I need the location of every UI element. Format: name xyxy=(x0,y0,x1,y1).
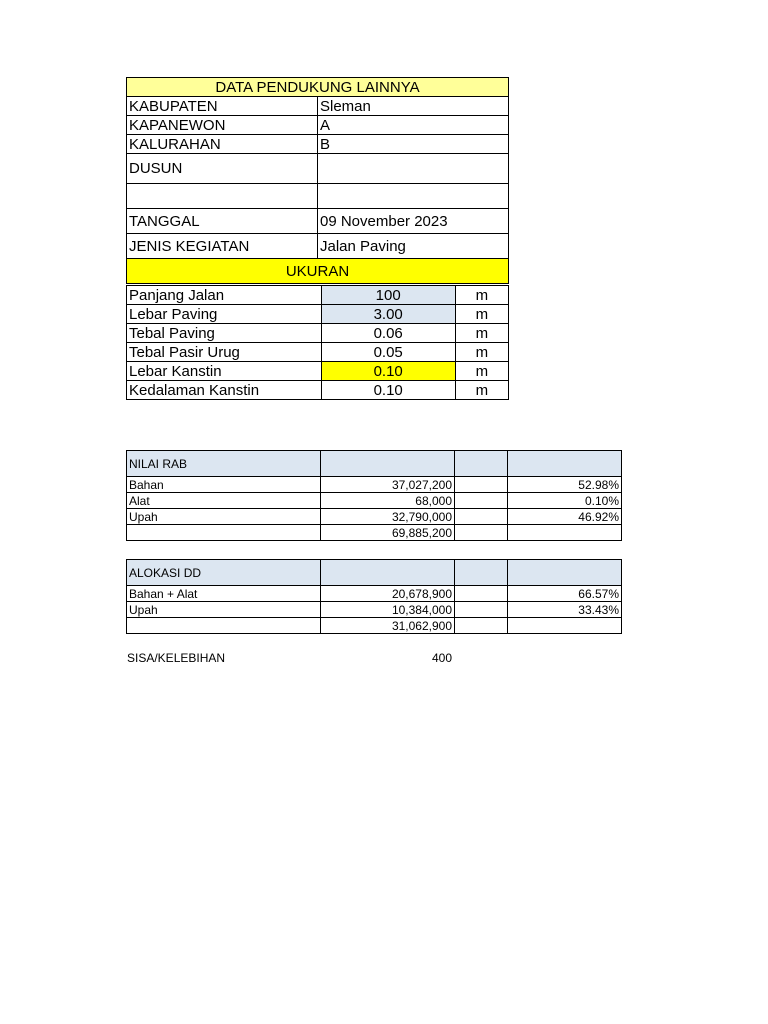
rab-bahan-empty[interactable] xyxy=(455,477,508,493)
empty-value-cell[interactable] xyxy=(318,184,509,209)
lebar-paving-unit[interactable]: m xyxy=(455,305,508,324)
rab-total-amount[interactable]: 69,885,200 xyxy=(321,525,455,541)
lebar-kanstin-unit[interactable]: m xyxy=(455,362,508,381)
panjang-jalan-label[interactable]: Panjang Jalan xyxy=(127,286,322,305)
tanggal-value[interactable]: 09 November 2023 xyxy=(318,209,509,234)
rab-alat-empty[interactable] xyxy=(455,493,508,509)
rab-total-percent-empty[interactable] xyxy=(508,525,622,541)
rab-bahan-label[interactable]: Bahan xyxy=(127,477,321,493)
tebal-paving-unit[interactable]: m xyxy=(455,324,508,343)
kedalaman-kanstin-unit[interactable]: m xyxy=(455,381,508,400)
dd-bahan-alat-empty[interactable] xyxy=(455,586,508,602)
dd-total-amount[interactable]: 31,062,900 xyxy=(321,618,455,634)
alokasi-dd-header-cell-3[interactable] xyxy=(455,560,508,586)
ukuran-header: UKURAN xyxy=(127,259,509,284)
alokasi-dd-header[interactable]: ALOKASI DD xyxy=(127,560,321,586)
kabupaten-label[interactable]: KABUPATEN xyxy=(127,97,318,116)
jenis-kegiatan-value[interactable]: Jalan Paving xyxy=(318,234,509,259)
kabupaten-value[interactable]: Sleman xyxy=(318,97,509,116)
dd-upah-amount[interactable]: 10,384,000 xyxy=(321,602,455,618)
ukuran-table xyxy=(126,285,509,400)
data-pendukung-title: DATA PENDUKUNG LAINNYA xyxy=(127,78,509,97)
kedalaman-kanstin-label[interactable]: Kedalaman Kanstin xyxy=(127,381,322,400)
nilai-rab-header-cell-3[interactable] xyxy=(455,451,508,477)
alokasi-dd-table xyxy=(126,559,622,634)
kalurahan-value[interactable]: B xyxy=(318,135,509,154)
jenis-kegiatan-label[interactable]: JENIS KEGIATAN xyxy=(127,234,318,259)
lebar-kanstin-value[interactable]: 0.10 xyxy=(321,362,455,381)
panjang-jalan-value[interactable]: 100 xyxy=(321,286,455,305)
dd-upah-label[interactable]: Upah xyxy=(127,602,321,618)
rab-total-empty[interactable] xyxy=(455,525,508,541)
kalurahan-label[interactable]: KALURAHAN xyxy=(127,135,318,154)
sisa-kelebihan-label: SISA/KELEBIHAN xyxy=(127,651,226,665)
rab-total-label-empty[interactable] xyxy=(127,525,321,541)
dd-total-label-empty[interactable] xyxy=(127,618,321,634)
nilai-rab-table xyxy=(126,450,622,541)
rab-alat-percent[interactable]: 0.10% xyxy=(508,493,622,509)
tebal-pasir-urug-label[interactable]: Tebal Pasir Urug xyxy=(127,343,322,362)
rab-upah-percent[interactable]: 46.92% xyxy=(508,509,622,525)
lebar-paving-value[interactable]: 3.00 xyxy=(321,305,455,324)
tebal-pasir-urug-unit[interactable]: m xyxy=(455,343,508,362)
empty-label-cell[interactable] xyxy=(127,184,318,209)
dusun-value[interactable] xyxy=(318,154,509,184)
lebar-kanstin-label[interactable]: Lebar Kanstin xyxy=(127,362,322,381)
alokasi-dd-header-cell-4[interactable] xyxy=(508,560,622,586)
rab-alat-label[interactable]: Alat xyxy=(127,493,321,509)
nilai-rab-header-cell-4[interactable] xyxy=(508,451,622,477)
alokasi-dd-header-cell-2[interactable] xyxy=(321,560,455,586)
rab-bahan-amount[interactable]: 37,027,200 xyxy=(321,477,455,493)
rab-upah-empty[interactable] xyxy=(455,509,508,525)
lebar-paving-label[interactable]: Lebar Paving xyxy=(127,305,322,324)
rab-upah-amount[interactable]: 32,790,000 xyxy=(321,509,455,525)
panjang-jalan-unit[interactable]: m xyxy=(455,286,508,305)
kapanewon-value[interactable]: A xyxy=(318,116,509,135)
rab-upah-label[interactable]: Upah xyxy=(127,509,321,525)
kedalaman-kanstin-value[interactable]: 0.10 xyxy=(321,381,455,400)
dd-bahan-alat-amount[interactable]: 20,678,900 xyxy=(321,586,455,602)
data-pendukung-table xyxy=(126,77,509,284)
kapanewon-label[interactable]: KAPANEWON xyxy=(127,116,318,135)
dd-bahan-alat-percent[interactable]: 66.57% xyxy=(508,586,622,602)
rab-bahan-percent[interactable]: 52.98% xyxy=(508,477,622,493)
nilai-rab-header-cell-2[interactable] xyxy=(321,451,455,477)
dd-bahan-alat-label[interactable]: Bahan + Alat xyxy=(127,586,321,602)
sisa-kelebihan-value: 400 xyxy=(432,651,453,665)
rab-alat-amount[interactable]: 68,000 xyxy=(321,493,455,509)
nilai-rab-header[interactable]: NILAI RAB xyxy=(127,451,321,477)
dusun-label[interactable]: DUSUN xyxy=(127,154,318,184)
dd-total-percent-empty[interactable] xyxy=(508,618,622,634)
tanggal-label[interactable]: TANGGAL xyxy=(127,209,318,234)
tebal-paving-label[interactable]: Tebal Paving xyxy=(127,324,322,343)
dd-upah-percent[interactable]: 33.43% xyxy=(508,602,622,618)
dd-total-empty[interactable] xyxy=(455,618,508,634)
tebal-paving-value[interactable]: 0.06 xyxy=(321,324,455,343)
dd-upah-empty[interactable] xyxy=(455,602,508,618)
tebal-pasir-urug-value[interactable]: 0.05 xyxy=(321,343,455,362)
